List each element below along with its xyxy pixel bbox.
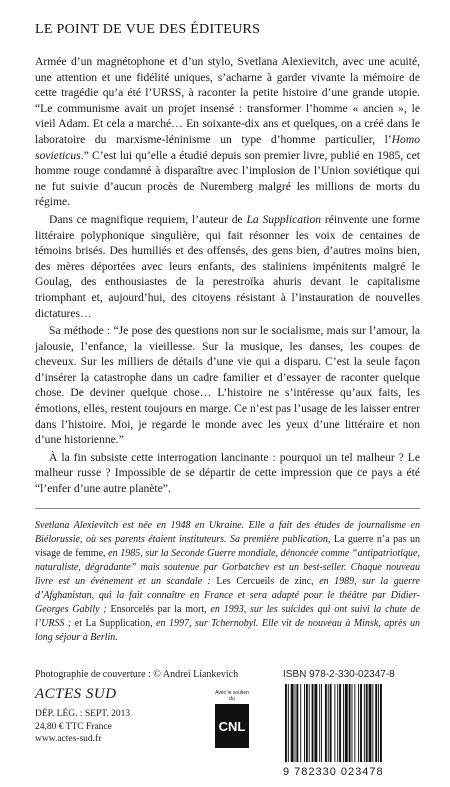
photo-credit: Photographie de couverture : © Andrei Liankevich xyxy=(35,669,239,680)
barcode-bar xyxy=(364,684,365,762)
barcode-bar xyxy=(306,684,308,762)
bio-text: Svetlana Alexievitch est née en 1948 en Ukraine. Elle a fait des études de journalisme en Biélorussie, où ses parents étaient instituteurs. Sa première publication, La guerre n’a pas un visage de femme, en 1985, sur la Seconde Guerre mondiale, dénoncée comme “antipatriotique, naturaliste, dégradante” mais soutenue par Gorbatchev est un best-seller. Chaque nouveau livre est un événement et un scandale : Les Cercueils de zinc, en 1989, sur la guerre d’Afghanistan, qui la fait connaître en France et sera adapté pour le théâtre par Didier-Georges Gabily ; Ensorcelés par la mort, en 1993, sur les suicides qui ont suivi la chute de l’URSS ; et La Supplication, en 1997, sur Tchernobyl. Elle vit de nouveau à Minsk, après un long séjour à Berlin. xyxy=(35,520,420,643)
barcode-bar xyxy=(309,684,310,762)
barcode-bar xyxy=(291,684,294,762)
barcode-bar xyxy=(300,684,301,762)
barcode-bar xyxy=(369,684,372,762)
barcode-bar xyxy=(352,684,353,762)
isbn-label: ISBN 978-2-330-02347-8 xyxy=(283,669,395,680)
paragraph: Sa méthode : “Je pose des questions non sur le socialisme, mais sur l’amour, la jalousie, l’enfance, la vieillesse. Sur la musique, les danses, les coupes de cheveux. Sur les milliers de détails d’une vie qui a disparu. C’est la seule façon d’insérer la catastrophe dans un cadre familier et d’essayer de raconter quelque chose. De deviner quelque chose… L’histoire ne s’intéresse qu’aux faits, les émotions, elles, restent toujours en marge. Ce n’est pas l’usage de les laisser entrer dans l’histoire. Moi, je regarde le monde avec les yeux d’une littéraire et non d’une historienne.” xyxy=(35,324,420,447)
cnl-logo: CNL xyxy=(215,704,249,748)
barcode-bar xyxy=(296,684,298,762)
barcode-bar xyxy=(325,684,327,762)
barcode-bar xyxy=(312,684,314,762)
barcode-bar xyxy=(314,684,317,762)
legal-deposit: DÉP. LÉG. : SEPT. 2013 xyxy=(35,709,131,719)
barcode-bar xyxy=(321,684,322,762)
barcode-number: 9 782330 023478 xyxy=(283,766,384,778)
price: 24,80 € TTC France xyxy=(35,721,112,732)
barcode-bar xyxy=(337,684,338,762)
publication-info xyxy=(35,708,130,746)
barcode-bar xyxy=(354,684,355,762)
paragraph: Armée d’un magnétophone et d’un stylo, Svetlana Alexievitch, avec une acuité, une attention et une fidélité uniques, s’acharne à garder vivante la mémoire de cette tragédie qu’a été l’URSS, à raconter la petite histoire d’une grande utopie. “Le communisme avait un projet insensé : transformer l’homme « ancien », le vieil Adam. Et cela a marché… En soixante-dix ans et quelques, on a créé dans le laboratoire du marxisme-léninisme un type d’homme particulier, l’Homo sovieticus.” C’est lui qu’elle a étudié depuis son premier livre, publié en 1985, cet homme rouge condamné à disparaître avec l’implosion de l’Union soviétique qui ne fut suivie d’aucun procès de Nuremberg malgré les millions de morts du régime. xyxy=(35,55,420,209)
barcode-bar xyxy=(285,684,287,762)
barcode-bar xyxy=(360,684,362,762)
barcode-bar xyxy=(349,684,351,762)
barcode-bar xyxy=(375,684,377,762)
paragraph: À la fin subsiste cette interrogation lancinante : pourquoi un tel malheur ? Le malheur russe ? Impossible de se départir de cette impression que ce pays a été “l’enfer d’une autre planète”. xyxy=(35,450,420,496)
barcode-bar xyxy=(378,684,379,762)
section-heading: LE POINT DE VUE DES ÉDITEURS xyxy=(35,22,261,37)
barcode-bar xyxy=(328,684,329,762)
barcode-bar xyxy=(345,684,348,762)
cnl-support-text: Avec le soutien du xyxy=(215,690,249,702)
barcode-bar xyxy=(295,684,296,762)
author-bio xyxy=(35,508,420,645)
barcode-bar xyxy=(334,684,335,762)
cnl-badge xyxy=(212,690,252,748)
barcode-bar xyxy=(358,684,359,762)
publisher-name: ACTES SUD xyxy=(35,686,117,702)
editors-text xyxy=(35,54,420,499)
barcode-bar xyxy=(304,684,305,762)
barcode-bar xyxy=(288,684,289,762)
barcode-bar xyxy=(366,684,368,762)
paragraph: Dans ce magnifique requiem, l’auteur de La Supplication réinvente une forme littéraire polyphonique singulière, qui fait résonner les voix de centaines de témoins brisés. Des humiliés et des offensés, des gens bien, d’autres moins bien, des mères déportées avec leurs enfants, des staliniens impénitents malgré le Goulag, des enthousiastes de la perestroïka ahuris devant le capitalisme triomphant et, aujourd’hui, des citoyens résistant à l’instauration de nouvelles dictatures… xyxy=(35,212,420,320)
barcode-bar xyxy=(343,684,344,762)
barcode-bar xyxy=(319,684,320,762)
website: www.actes-sud.fr xyxy=(35,734,102,744)
barcode-bar xyxy=(380,684,382,762)
barcode-icon xyxy=(283,684,415,762)
barcode-bar xyxy=(372,684,373,762)
barcode-bar xyxy=(339,684,341,762)
barcode-bar xyxy=(330,684,332,762)
